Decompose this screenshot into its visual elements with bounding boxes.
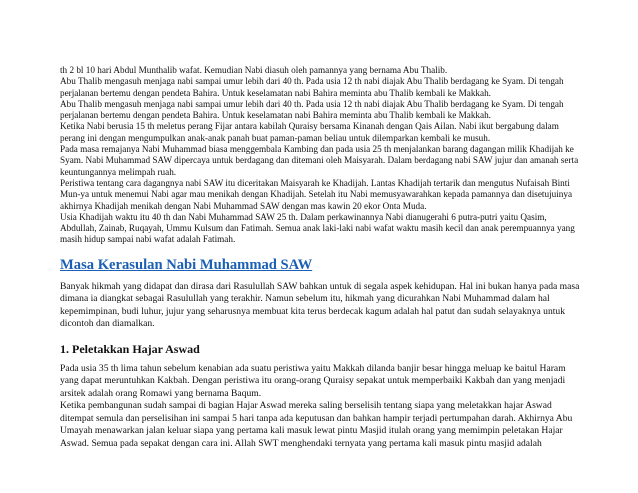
section-intro: Banyak hikmah yang didapat dan dirasa dari Rasulullah SAW bahkan untuk di segala aspek kehidupan. Hal ini bukan hanya pada masa dimana ia diangkat sebagai Rasulullah yang terakhir. Namun sebelum itu, hikmah yang dicurahkan Nabi Muhammad dalam hal kepemimpinan, budi luhur, jujur yang seharusnya membuat kita terus berdecak kagum adalah hal patut dan sudah selayaknya untuk dicontoh dan diamalkan. [60,280,580,330]
paragraph: Usia Khadijah waktu itu 40 th dan Nabi Muhammad SAW 25 th. Dalam perkawinannya Nabi dianugerahi 6 putra-putri yaitu Qasim, Abdullah, Zainab, Ruqayah, Ummu Kulsum dan Fatimah. Semua anak laki-laki nabi wafat waktu masih kecil dan anak perempuannya yang masih hidup sampai nabi wafat adalah Fatimah. [60,211,575,245]
paragraph: Pada usia 35 th lima tahun sebelum kenabian ada suatu peristiwa yaitu Makkah dilanda banjir besar hingga meluap ke baitul Haram yang dapat meruntuhkan Kakbah. Dengan peristiwa itu orang-orang Quraisy sepakat untuk memperbaiki Kakbah dan yang menjadi arsitek adalah orang Romawi yang bernama Baqum. [60,362,566,399]
paragraph: Abu Thalib mengasuh menjaga nabi sampai umur lebih dari 40 th. Pada usia 12 th nabi diajak Abu Thalib berdagang ke Syam. Di tengah perjalanan bertemu dengan pendeta Bahira. Untuk keselamatan nabi Bahira meminta abu Thalib kembali ke Makkah. [60,98,564,121]
paragraph: Peristiwa tentang cara dagangnya nabi SAW itu diceritakan Maisyarah ke Khadijah. Lantas Khadijah tertarik dan mengutus Nufaisah Binti Mun-ya untuk menemui Nabi agar mau menikah dengan Khadijah. Setelah itu Nabi memusyawarahkan kepada pamannya dan disetujuinya akhirnya Khadijah menikah dengan Nabi Muhammad SAW dengan mas kawin 20 ekor Onta Muda. [60,177,573,211]
paragraph: Pada masa remajanya Nabi Muhammad biasa menggembala Kambing dan pada usia 25 th menjalankan barang dagangan milik Khadijah ke Syam. Nabi Muhammad SAW dipercaya untuk berdagang dan ditemani oleh Maisyarah. Dalam berdagang nabi SAW jujur dan amanah serta keuntungannya melimpah ruah. [60,144,579,177]
paragraph: Ketika pembangunan sudah sampai di bagian Hajar Aswad mereka saling berselisih tentang siapa yang meletakkan hajar Aswad ditempat semula dan perselisihan ini sampai 5 hari tanpa ada keputusan dan bahkan hampir terjadi pertumpahan darah. Akhirnya Abu Umayah menawarkan jalan keluar siapa yang pertama kali masuk lewat pintu Masjid itulah orang yang memimpin peletakan Hajar Aswad. Semua pada sepakat dengan cara ini. Allah SWT menghendaki ternyata yang pertama kali masuk pintu masjid adalah [60,400,573,449]
document-content [60,65,580,450]
section-heading-link[interactable]: Masa Kerasulan Nabi Muhammad SAW [60,256,313,273]
paragraph: Abu Thalib mengasuh menjaga nabi sampai umur lebih dari 40 th. Pada usia 12 th nabi diajak Abu Thalib berdagang ke Syam. Di tengah perjalanan bertemu dengan pendeta Bahira. Untuk keselamatan nabi Bahira meminta abu Thalib kembali ke Makkah. [60,76,564,98]
subsection-heading: 1. Peletakkan Hajar Aswad [60,341,200,356]
paragraph: th 2 bl 10 hari Abdul Munthalib wafat. Kemudian Nabi diasuh oleh pamannya yang bernama Abu Thalib. [60,65,448,75]
paragraph: Ketika Nabi berusia 15 th meletus perang Fijar antara kabilah Quraisy bersama Kinanah dengan Qais Ailan. Nabi ikut bergabung dalam perang ini dengan mengumpulkan anak-anak panah buat paman-paman beliau untuk dilemparkan kembali ke musuh. [60,121,559,143]
